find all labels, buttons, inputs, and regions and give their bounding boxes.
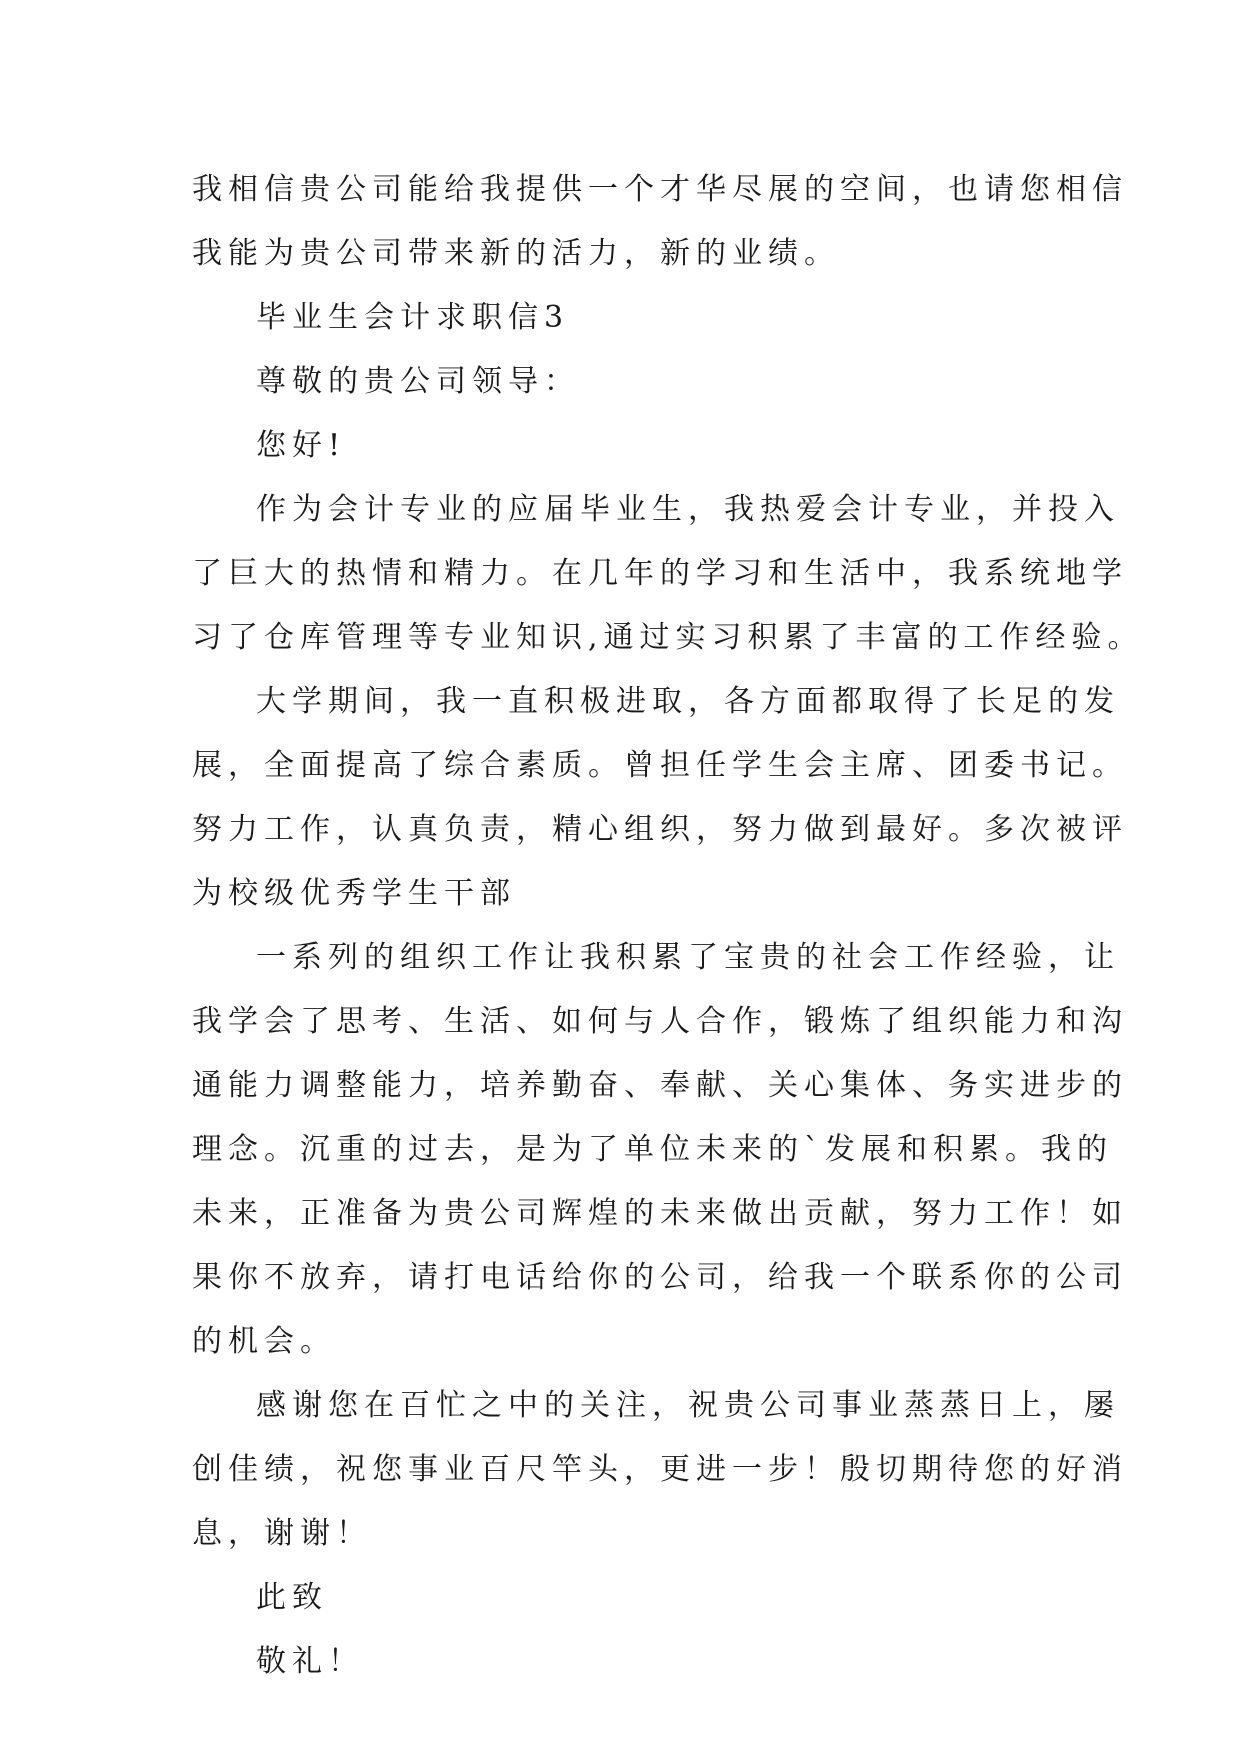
greeting: 您好! [256, 428, 347, 463]
text-line: 理念。沉重的过去，是为了单位未来的`发展和积累。我的 [192, 1132, 1113, 1167]
text-line: 我学会了思考、生活、如何与人合作，锻炼了组织能力和沟 [192, 1004, 1128, 1039]
text-line: 作为会计专业的应届毕业生，我热爱会计专业，并投入 [256, 492, 1120, 527]
text-line: 息，谢谢！ [192, 1516, 372, 1551]
text-line: 为校级优秀学生干部 [192, 876, 516, 911]
text-line: 的机会。 [192, 1324, 336, 1359]
text-line: 大学期间，我一直积极进取，各方面都取得了长足的发 [256, 684, 1120, 719]
text-line: 未来，正准备为贵公司辉煌的未来做出贡献，努力工作！如 [192, 1196, 1128, 1231]
text-line: 创佳绩，祝您事业百尺竿头，更进一步！殷切期待您的好消 [192, 1452, 1128, 1487]
text-line: 了巨大的热情和精力。在几年的学习和生活中，我系统地学 [192, 556, 1128, 591]
text-line: 我能为贵公司带来新的活力，新的业绩。 [192, 236, 840, 271]
text-line: 展，全面提高了综合素质。曾担任学生会主席、团委书记。 [192, 748, 1128, 783]
text-line: 感谢您在百忙之中的关注，祝贵公司事业蒸蒸日上，屡 [256, 1388, 1120, 1423]
closing: 此致 [256, 1580, 328, 1615]
text-line: 习了仓库管理等专业知识,通过实习积累了丰富的工作经验。 [192, 620, 1144, 655]
closing-salute: 敬礼！ [256, 1644, 364, 1679]
salutation: 尊敬的贵公司领导： [256, 364, 580, 399]
text-line: 果你不放弃，请打电话给你的公司，给我一个联系你的公司 [192, 1260, 1128, 1295]
text-line: 努力工作，认真负责，精心组织，努力做到最好。多次被评 [192, 812, 1128, 847]
letter-body [192, 158, 1144, 1694]
text-line: 一系列的组织工作让我积累了宝贵的社会工作经验，让 [256, 940, 1120, 975]
text-line: 通能力调整能力，培养勤奋、奉献、关心集体、务实进步的 [192, 1068, 1128, 1103]
letter-title: 毕业生会计求职信3 [256, 300, 570, 335]
text-line: 我相信贵公司能给我提供一个才华尽展的空间，也请您相信 [192, 172, 1128, 207]
